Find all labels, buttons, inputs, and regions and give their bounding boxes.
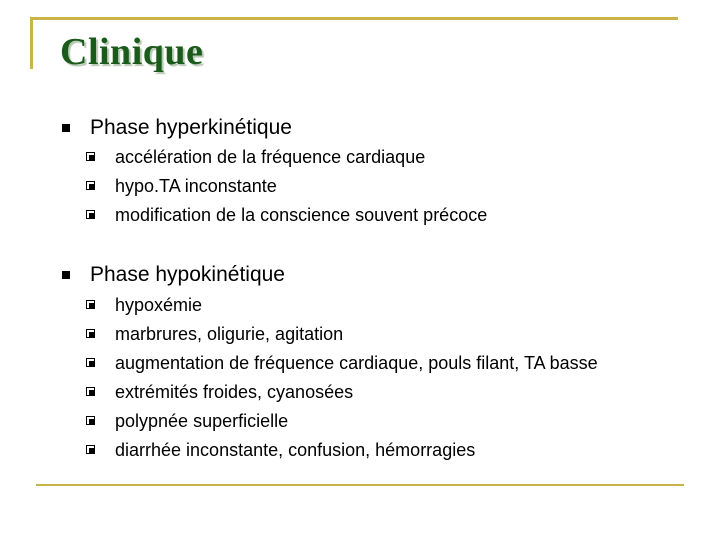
square-bullet-icon: [62, 271, 70, 279]
section-heading-text: Phase hypokinétique: [90, 263, 285, 286]
hollow-square-bullet-icon: [86, 210, 95, 219]
top-accent-line: [30, 17, 678, 20]
bottom-accent-line: [36, 484, 684, 486]
list-item-text: hypo.TA inconstante: [115, 176, 277, 196]
hollow-square-bullet-icon: [86, 152, 95, 161]
hollow-square-bullet-icon: [86, 329, 95, 338]
list-item-text: extrémités froides, cyanosées: [115, 382, 354, 402]
section-heading-text: Phase hyperkinétique: [90, 116, 292, 139]
hollow-square-bullet-icon: [86, 300, 95, 309]
list-item-text: accélération de la fréquence cardiaque: [115, 147, 426, 167]
list-item-text: hypoxémie: [115, 295, 203, 315]
left-accent-line: [30, 17, 33, 69]
hollow-square-bullet-icon: [86, 416, 95, 425]
hollow-square-bullet-icon: [86, 358, 95, 367]
list-item-text: augmentation de fréquence cardiaque, pouls filant, TA basse: [115, 353, 598, 373]
list-item-text: polypnée superficielle: [115, 411, 289, 431]
list-item-text: modification de la conscience souvent précoce: [115, 205, 488, 225]
square-bullet-icon: [62, 124, 70, 132]
slide-title: Clinique: [60, 31, 204, 73]
hollow-square-bullet-icon: [86, 387, 95, 396]
list-item-text: diarrhée inconstante, confusion, hémorragies: [115, 440, 476, 460]
hollow-square-bullet-icon: [86, 181, 95, 190]
hollow-square-bullet-icon: [86, 445, 95, 454]
list-item-text: marbrures, oligurie, agitation: [115, 324, 344, 344]
